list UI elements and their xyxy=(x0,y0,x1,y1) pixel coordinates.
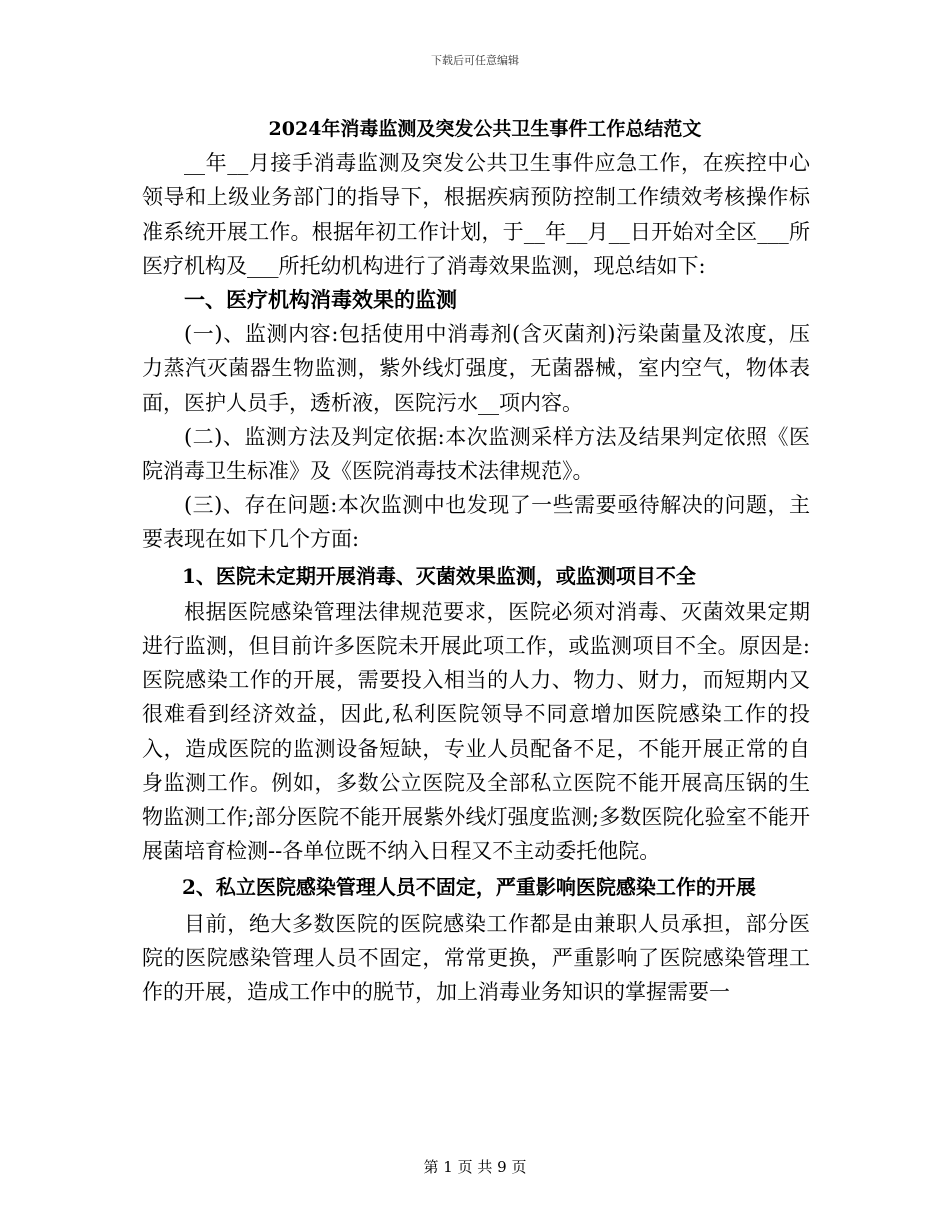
item-paragraph-2: (二)、监测方法及判定依据:本次监测采样方法及结果判定依照《医院消毒卫生标准》及《医院消毒技术法律规范》。 xyxy=(142,424,810,484)
item-paragraph-3: (三)、存在问题:本次监测中也发现了一些需要亟待解决的问题，主要表现在如下几个方面: xyxy=(142,493,810,552)
document-title: 2024年消毒监测及突发公共卫生事件工作总结范文 xyxy=(268,118,702,140)
page-header-note: 下载后可任意编辑 xyxy=(431,54,519,67)
subheading-1: 1、医院未定期开展消毒、灭菌效果监测，或监测项目不全 xyxy=(182,563,696,588)
item-paragraph-1: (一)、监测内容:包括使用中消毒剂(含灭菌剂)污染菌量及浓度，压力蒸汽灭菌器生物监测，紫外线灯强度，无菌器械，室内空气，物体表面，医护人员手，透析液，医院污水__项内容。 xyxy=(142,322,810,415)
page-footer-number: 第 1 页 共 9 页 xyxy=(423,1158,527,1176)
subheading-2-body: 目前，绝大多数医院的医院感染工作都是由兼职人员承担，部分医院的医院感染管理人员不固定，常常更换，严重影响了医院感染管理工作的开展，造成工作中的脱节，加上消毒业务知识的掌握需要一 xyxy=(142,911,810,1005)
document-body xyxy=(142,112,810,1009)
subheading-2: 2、私立医院感染管理人员不固定，严重影响医院感染工作的开展 xyxy=(182,875,756,900)
intro-paragraph: __年__月接手消毒监测及突发公共卫生事件应急工作，在疾控中心领导和上级业务部门的指导下，根据疾病预防控制工作绩效考核操作标准系统开展工作。根据年初工作计划，于__年__月__日开始对全区___所医疗机构及___所托幼机构进行了消毒效果监测，现总结如下: xyxy=(142,151,810,278)
subheading-1-body: 根据医院感染管理法律规范要求，医院必须对消毒、灭菌效果定期进行监测，但目前许多医院未开展此项工作，或监测项目不全。原因是:医院感染工作的开展，需要投入相当的人力、物力、财力，而短期内又很难看到经济效益，因此,私利医院领导不同意增加医院感染工作的投入，造成医院的监测设备短缺，专业人员配备不足，不能开展正常的自身监测工作。例如，多数公立医院及全部私立医院不能开展高压锅的生物监测工作;部分医院不能开展紫外线灯强度监测;多数医院化验室不能开展菌培育检测--各单位既不纳入日程又不主动委托他院。 xyxy=(142,599,810,864)
section-heading-1: 一、医疗机构消毒效果的监测 xyxy=(184,287,457,313)
